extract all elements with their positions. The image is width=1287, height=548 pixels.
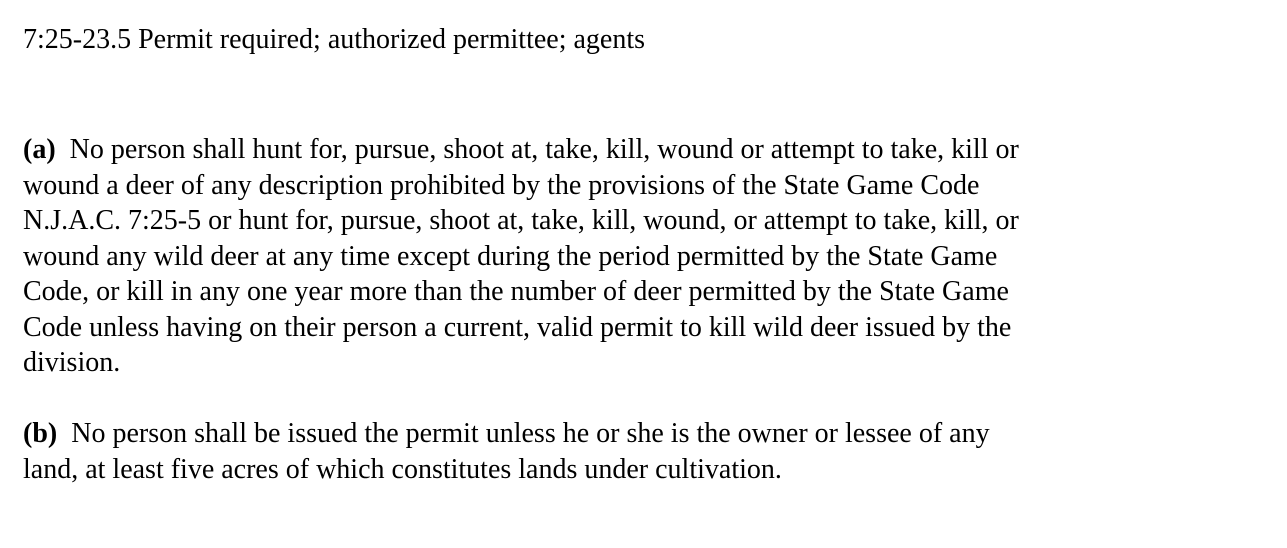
paragraph-line: N.J.A.C. 7:25-5 or hunt for, pursue, shoot at, take, kill, wound, or attempt to take, kill, or	[23, 205, 1019, 236]
paragraph-a	[23, 132, 1019, 381]
paragraph-line: land, at least five acres of which constitutes lands under cultivation.	[23, 453, 782, 485]
paragraph-line	[23, 416, 990, 452]
paragraph-b	[23, 416, 990, 487]
paragraph-line: wound a deer of any description prohibited by the provisions of the State Game Code	[23, 169, 980, 201]
paragraph-line	[23, 132, 1019, 168]
paragraph-line: wound any wild deer at any time except during the period permitted by the State Game	[23, 240, 998, 272]
paragraph-marker: (b)	[23, 418, 58, 449]
paragraph-text: No person shall hunt for, pursue, shoot at, take, kill, wound or attempt to take, kill or	[69, 134, 1019, 165]
paragraph-text: No person shall be issued the permit unless he or she is the owner or lessee of any	[71, 418, 990, 449]
paragraph-marker: (a)	[23, 134, 56, 165]
paragraph-line: division.	[23, 347, 121, 378]
paragraph-line: Code unless having on their person a current, valid permit to kill wild deer issued by the	[23, 311, 1012, 343]
section-title: 7:25-23.5 Permit required; authorized permittee; agents	[23, 24, 646, 55]
paragraph-line: Code, or kill in any one year more than the number of deer permitted by the State Game	[23, 276, 1009, 307]
